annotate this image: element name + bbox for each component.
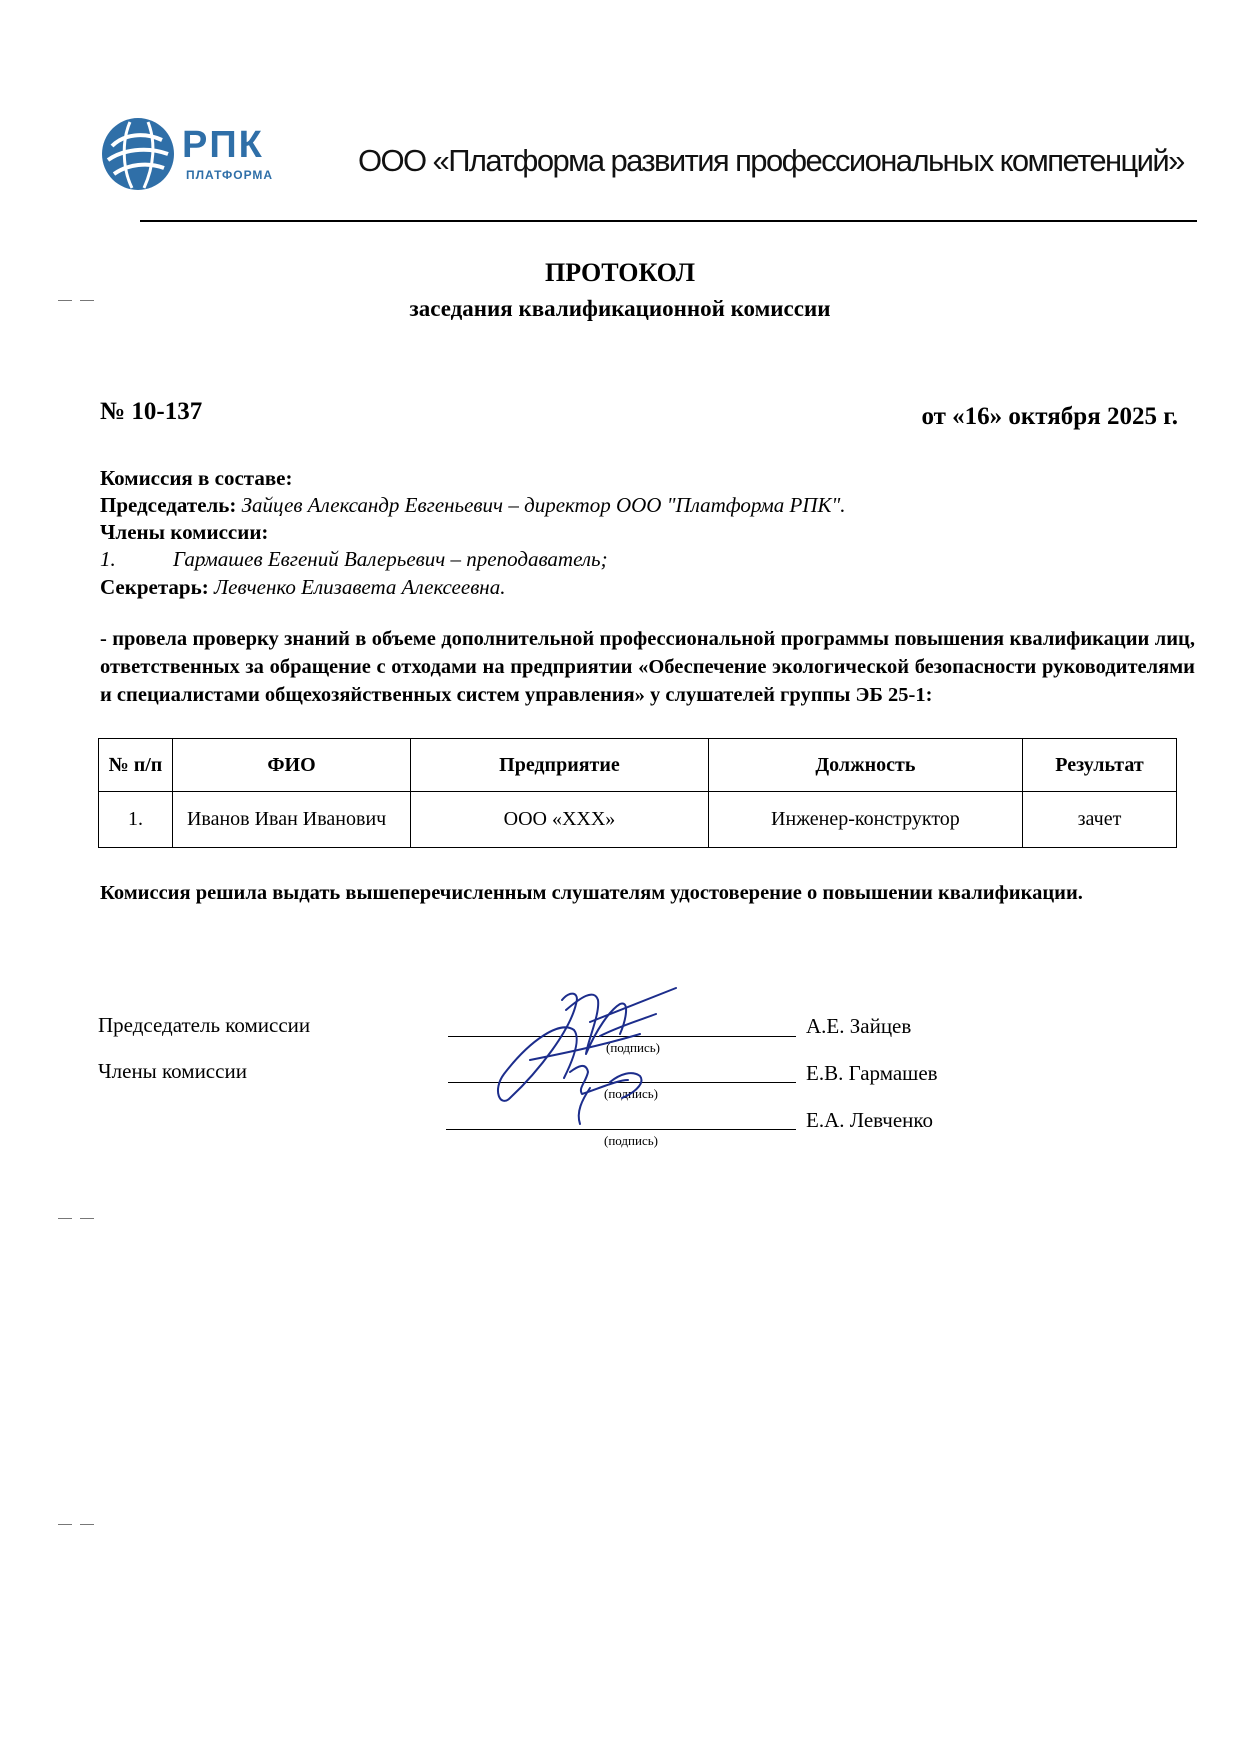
signature-caption-chair: (подпись) [606,1040,660,1055]
signature-caption-member: (подпись) [604,1086,658,1101]
cell-company: ООО «XXX» [411,792,709,848]
logo-subtext: ПЛАТФОРМА [186,168,274,182]
scan-mark [80,300,94,301]
cell-result: зачет [1022,792,1176,848]
protocol-number: № 10-137 [100,398,203,425]
scan-mark [80,1218,94,1219]
member-number: 1. [100,547,116,571]
organization-name: ООО «Платформа развития профессиональных компетенций» [358,143,1184,178]
table-row [99,792,1177,848]
member-value: Гармашев Евгений Валерьевич – преподаватель; [173,547,608,571]
results-table [98,738,1177,848]
decision-paragraph: Комиссия решила выдать вышеперечисленным слушателям удостоверение о повышении квалификации. [100,882,1083,904]
signature-stroke [610,1073,641,1098]
letterhead-divider [140,220,1197,222]
document-title: ПРОТОКОЛ [545,258,695,287]
logo-globe-icon [100,116,176,192]
signature-caption-secretary: (подпись) [604,1133,658,1148]
handwritten-signatures [470,970,730,1140]
chair-line [100,492,846,518]
cell-fio: Иванов Иван Иванович [172,792,410,848]
chair-value: Зайцев Александр Евгеньевич – директор ООО "Платформа РПК". [241,493,846,517]
secretary-name: Е.А. Левченко [806,1108,934,1132]
signature-stroke [600,1014,656,1036]
header-result: Результат [1022,739,1176,792]
chair-label: Председатель: [100,493,237,517]
scan-mark [58,1218,72,1219]
cell-position: Инженер-конструктор [708,792,1022,848]
secretary-label: Секретарь: [100,575,209,599]
signature-stroke [530,1034,640,1060]
scan-mark [80,1524,94,1525]
members-label: Члены комиссии: [100,520,269,544]
signature-stroke [590,988,676,1022]
scan-mark [58,300,72,301]
scan-mark [58,1524,72,1525]
secretary-value: Левченко Елизавета Алексеевна. [213,575,506,599]
statement-paragraph: - провела проверку знаний в объеме дополнительной профессиональной программы повышения квалификации лиц, ответственных за обращение с отходами на предприятии «Обеспечение экологической безопасности руководителями и специалистами общехозяйственных систем управления» у слушателей группы ЭБ 25-1: [100,628,1195,706]
company-logo [100,116,300,198]
members-signature-label: Члены комиссии [98,1059,247,1083]
chair-name: А.Е. Зайцев [806,1014,912,1038]
protocol-date: от «16» октября 2025 г. [921,403,1178,430]
cell-number: 1. [99,792,173,848]
header-number: № п/п [99,739,173,792]
chair-signature-label: Председатель комиссии [98,1013,311,1037]
member-name: Е.В. Гармашев [806,1061,938,1085]
table-header-row [99,739,1177,792]
commission-heading: Комиссия в составе: [100,466,293,490]
secretary-line [100,574,505,600]
logo-word: РПК [182,124,264,166]
signature-stroke [570,1066,628,1094]
document-subtitle: заседания квалификационной комиссии [409,296,831,321]
header-position: Должность [708,739,1022,792]
header-fio: ФИО [172,739,410,792]
header-company: Предприятие [411,739,709,792]
